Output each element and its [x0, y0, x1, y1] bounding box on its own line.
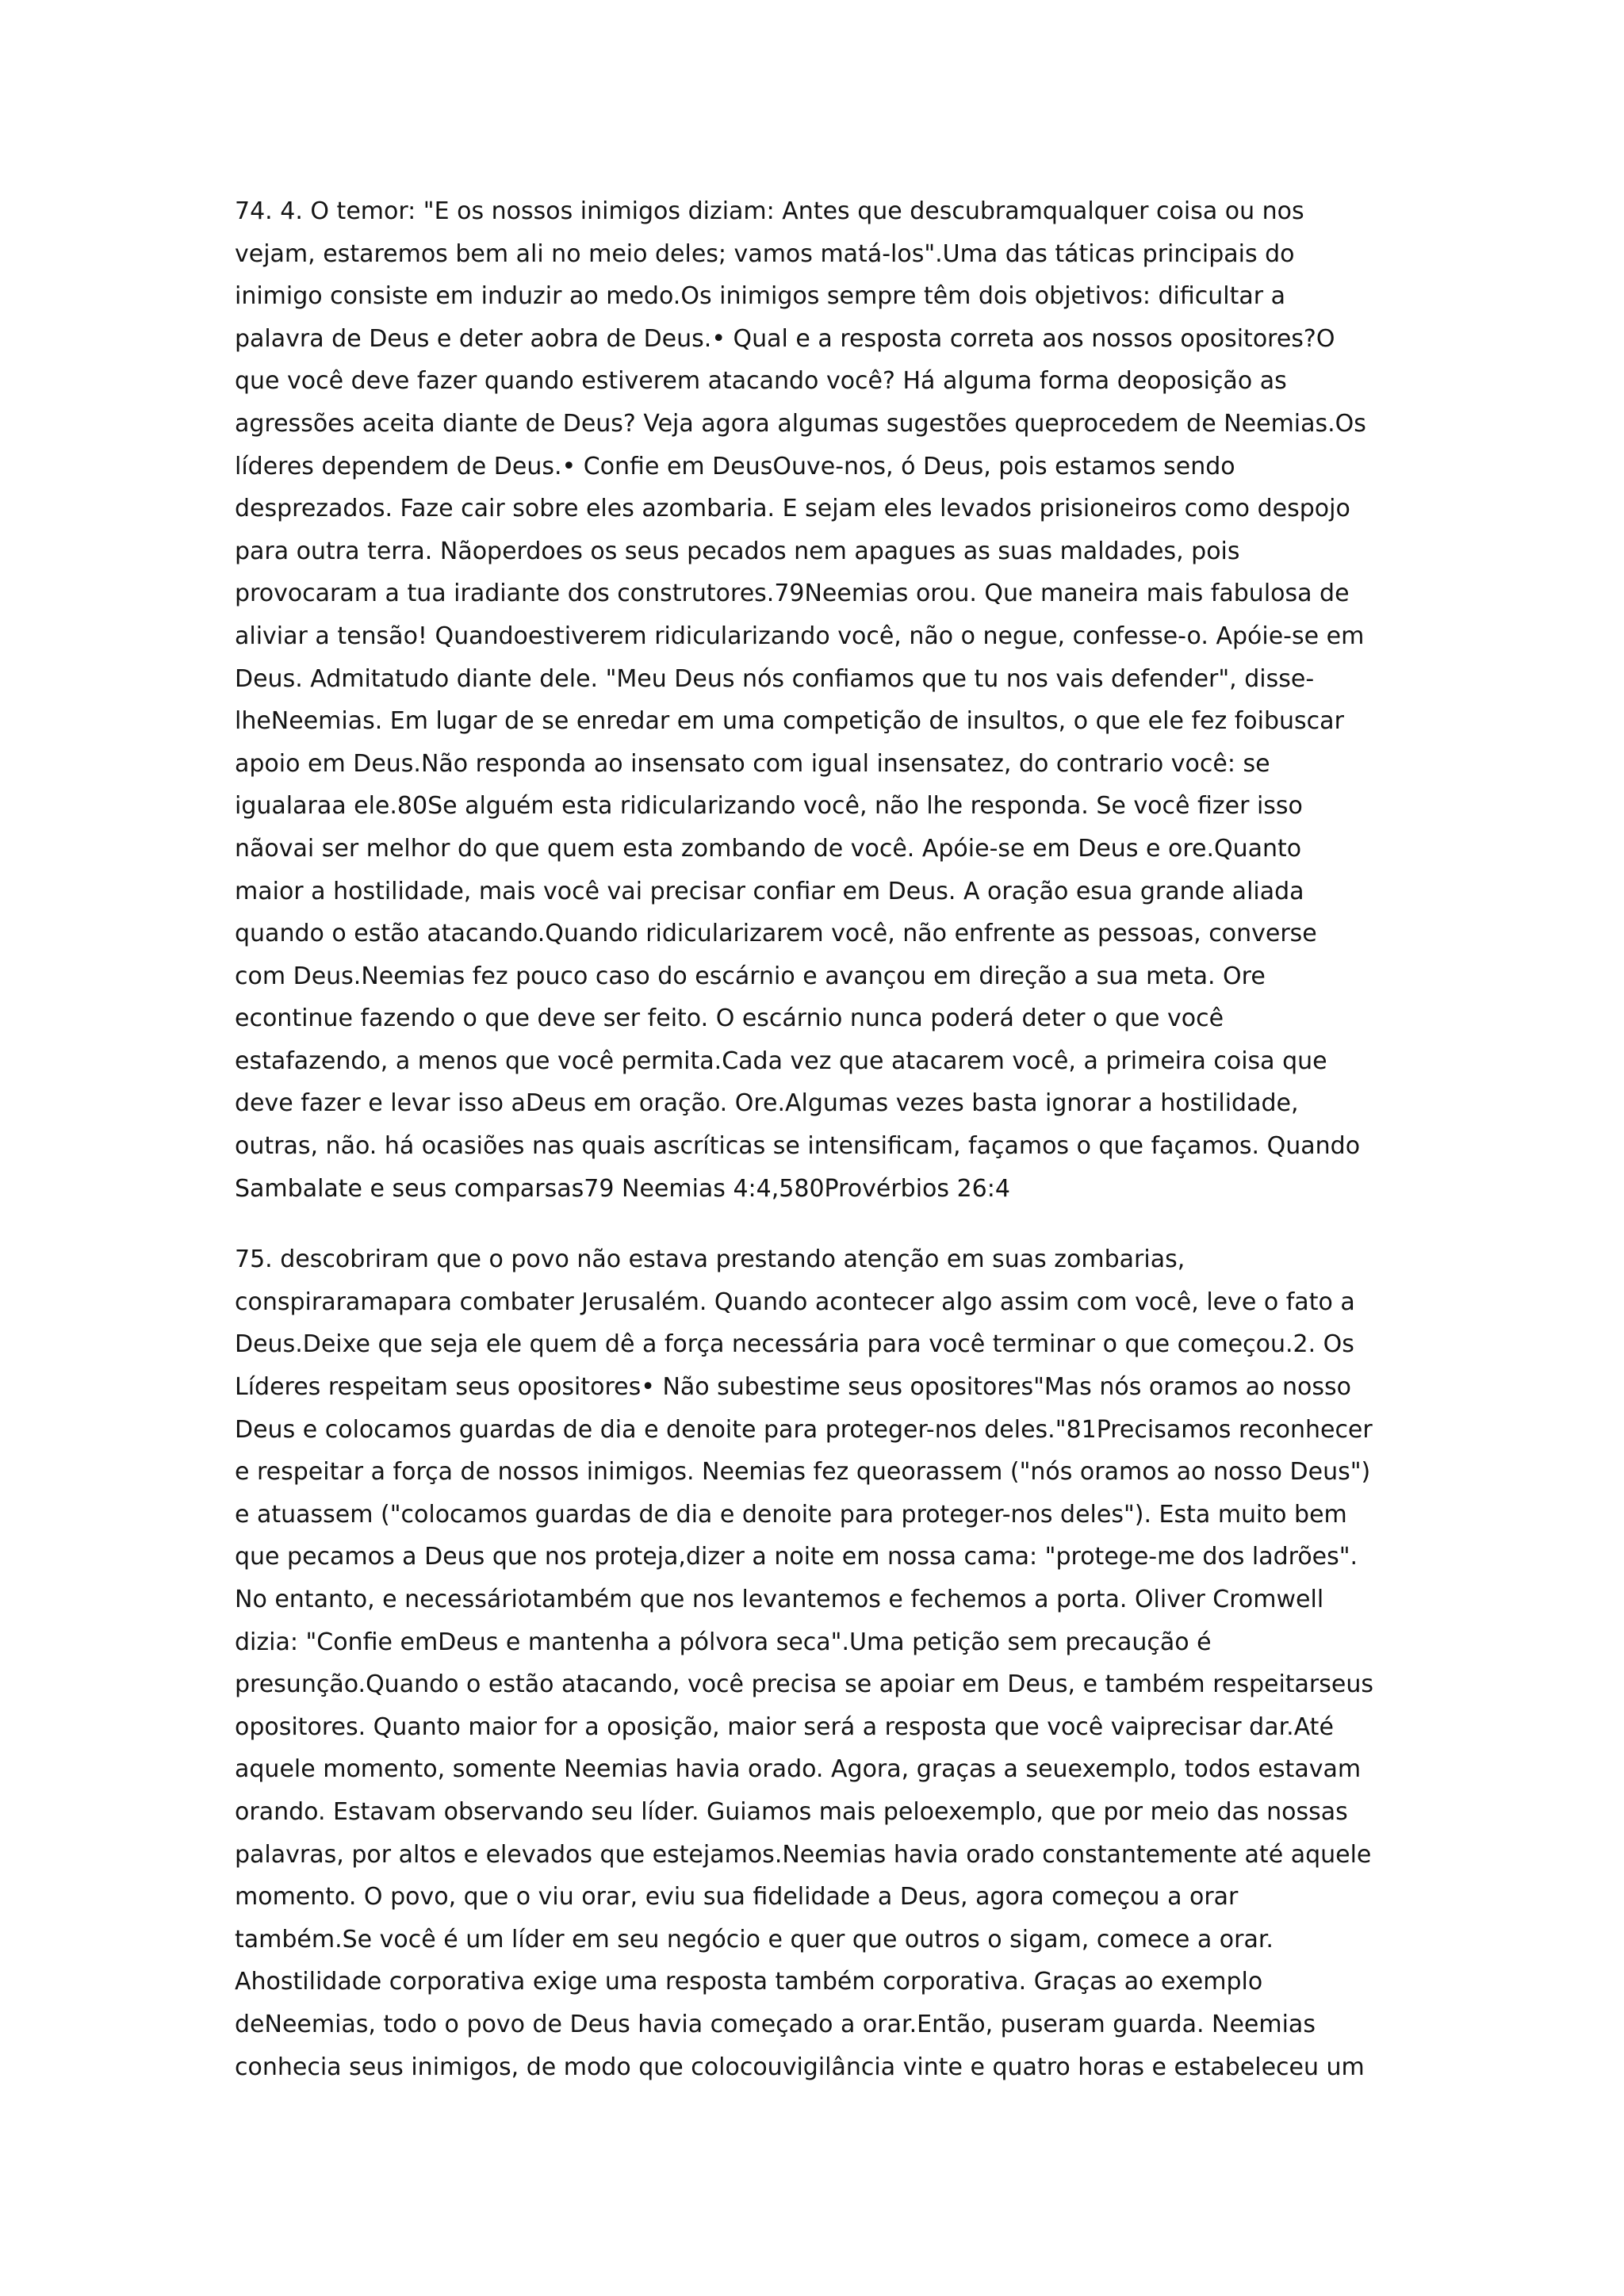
text-line: que pecamos a Deus que nos proteja,dizer a noite em nossa cama: "protege-me dos ladrões".: [235, 1543, 1358, 1571]
text-line: nãovai ser melhor do que quem esta zombando de você. Apóie-se em Deus e ore.Quanto: [235, 834, 1302, 863]
text-line: com Deus.Neemias fez pouco caso do escárnio e avançou em direção a sua meta. Ore: [235, 962, 1266, 990]
text-line: e atuassem ("colocamos guardas de dia e denoite para proteger-nos deles"). Esta muito bem: [235, 1500, 1347, 1529]
text-line: líderes dependem de Deus.• Confie em DeusOuve-nos, ó Deus, pois estamos sendo: [235, 452, 1235, 480]
paragraph-74: [235, 190, 1407, 1210]
text-line: desprezados. Faze cair sobre eles azombaria. E sejam eles levados prisioneiros como despojo: [235, 495, 1350, 523]
text-line: Ahostilidade corporativa exige uma resposta também corporativa. Graças ao exemplo: [235, 1968, 1263, 1996]
document-body: [235, 190, 1407, 2088]
text-line: também.Se você é um líder em seu negócio e quer que outros o sigam, comece a orar.: [235, 1925, 1274, 1954]
text-line: que você deve fazer quando estiverem atacando você? Há alguma forma deoposição as: [235, 367, 1287, 396]
text-line: Deus. Admitatudo diante dele. "Meu Deus nós confiamos que tu nos vais defender", disse-: [235, 664, 1315, 693]
text-line: opositores. Quanto maior for a oposição, maior será a resposta que você vaiprecisar dar.Até: [235, 1712, 1334, 1741]
text-line: No entanto, e necessáriotambém que nos levantemos e fechemos a porta. Oliver Cromwell: [235, 1586, 1324, 1613]
text-line: Sambalate e seus comparsas79 Neemias 4:4,580Provérbios 26:4: [235, 1174, 1010, 1203]
text-line: Deus e colocamos guardas de dia e denoite para proteger-nos deles."81Precisamos reconhecer: [235, 1415, 1373, 1444]
text-line: palavra de Deus e deter aobra de Deus.• Qual e a resposta correta aos nossos opositores?O: [235, 324, 1335, 353]
text-line: dizia: "Confie emDeus e mantenha a pólvora seca".Uma petição sem precaução é: [235, 1628, 1212, 1656]
text-line: quando o estão atacando.Quando ridicularizarem você, não enfrente as pessoas, converse: [235, 920, 1317, 948]
text-line: momento. O povo, que o viu orar, eviu sua fidelidade a Deus, agora começou a orar: [235, 1883, 1239, 1911]
text-line: 75. descobriram que o povo não estava prestando atenção em suas zombarias,: [235, 1246, 1185, 1274]
text-line: conspiraramapara combater Jerusalém. Quando acontecer algo assim com você, leve o fato a: [235, 1288, 1355, 1316]
text-line: provocaram a tua iradiante dos construtores.79Neemias orou. Que maneira mais fabulosa de: [235, 580, 1350, 608]
text-line: agressões aceita diante de Deus? Veja agora algumas sugestões queprocedem de Neemias.Os: [235, 409, 1366, 438]
text-line: presunção.Quando o estão atacando, você precisa se apoiar em Deus, e também respeitarseus: [235, 1670, 1374, 1699]
paragraph-spacer: [235, 1210, 1407, 1238]
text-line: outras, não. há ocasiões nas quais ascríticas se intensificam, façamos o que façamos. Quando: [235, 1132, 1361, 1161]
text-line: vejam, estaremos bem ali no meio deles; vamos matá-los".Uma das táticas principais do: [235, 239, 1295, 268]
text-line: Líderes respeitam seus opositores• Não subestime seus opositores"Mas nós oramos ao nosso: [235, 1373, 1351, 1402]
paragraph-75: [235, 1238, 1407, 2088]
text-line: estafazendo, a menos que você permita.Cada vez que atacarem você, a primeira coisa que: [235, 1047, 1327, 1075]
text-line: deNeemias, todo o povo de Deus havia começado a orar.Então, puseram guarda. Neemias: [235, 2010, 1316, 2038]
text-line: palavras, por altos e elevados que estejamos.Neemias havia orado constantemente até aquele: [235, 1840, 1372, 1869]
text-line: deve fazer e levar isso aDeus em oração. Ore.Algumas vezes basta ignorar a hostilidade,: [235, 1089, 1299, 1118]
text-line: para outra terra. Nãoperdoes os seus pecados nem apagues as suas maldades, pois: [235, 537, 1240, 565]
text-line: orando. Estavam observando seu líder. Guiamos mais peloexemplo, que por meio das nossas: [235, 1797, 1348, 1826]
text-line: maior a hostilidade, mais você vai precisar confiar em Deus. A oração esua grande aliada: [235, 877, 1304, 905]
text-line: apoio em Deus.Não responda ao insensato com igual insensatez, do contrario você: se: [235, 749, 1270, 778]
text-line: lheNeemias. Em lugar de se enredar em uma competição de insultos, o que ele fez foibuscar: [235, 707, 1344, 736]
text-line: conhecia seus inimigos, de modo que colocouvigilância vinte e quatro horas e estabeleceu um: [235, 2053, 1365, 2081]
text-line: igualaraa ele.80Se alguém esta ridicularizando você, não lhe responda. Se você fizer isso: [235, 792, 1303, 821]
text-line: 74. 4. O temor: "E os nossos inimigos diziam: Antes que descubramqualquer coisa ou nos: [235, 197, 1304, 225]
text-line: inimigo consiste em induzir ao medo.Os inimigos sempre têm dois objetivos: dificultar a: [235, 282, 1285, 311]
text-line: e respeitar a força de nossos inimigos. Neemias fez queorassem ("nós oramos ao nosso Deus"): [235, 1458, 1371, 1487]
text-line: aliviar a tensão! Quandoestiverem ridicularizando você, não o negue, confesse-o. Apóie-se em: [235, 622, 1365, 650]
text-line: econtinue fazendo o que deve ser feito. O escárnio nunca poderá deter o que você: [235, 1004, 1224, 1033]
text-line: Deus.Deixe que seja ele quem dê a força necessária para você terminar o que começou.2. Os: [235, 1330, 1354, 1359]
text-line: aquele momento, somente Neemias havia orado. Agora, graças a seuexemplo, todos estavam: [235, 1755, 1362, 1784]
